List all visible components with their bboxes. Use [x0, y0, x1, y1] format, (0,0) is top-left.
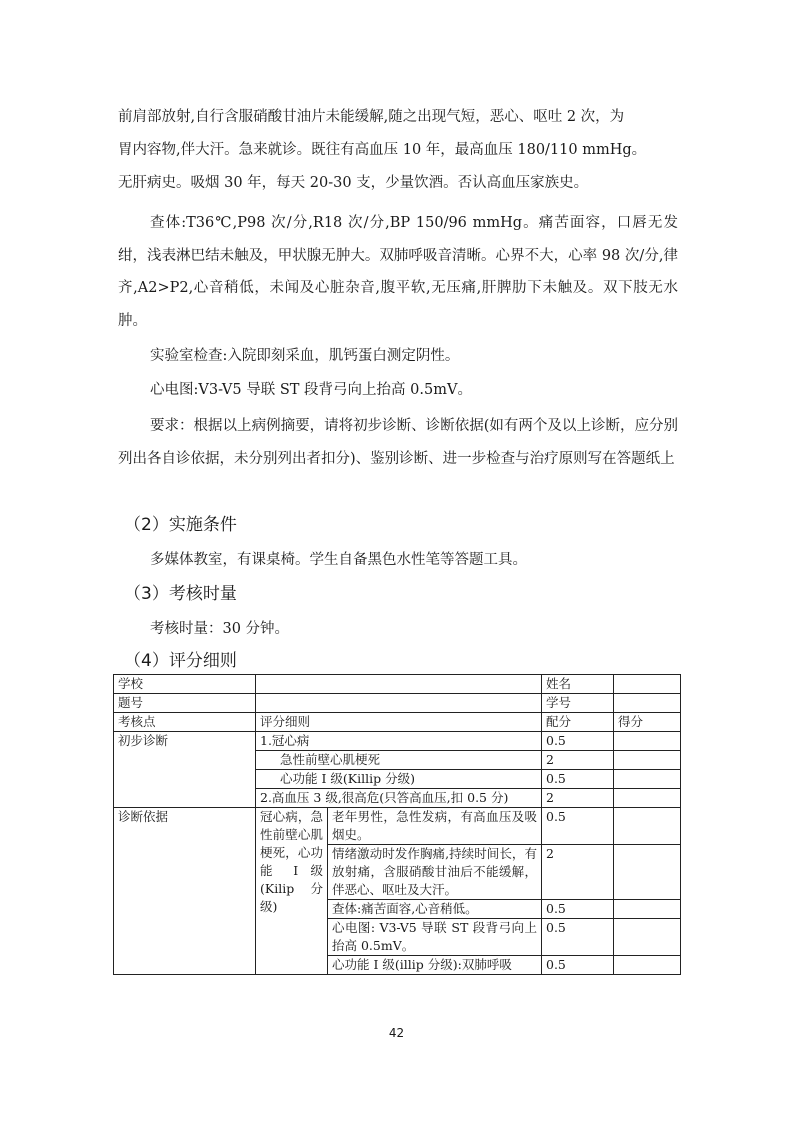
table-row	[114, 694, 681, 713]
name-label-cell: 姓名	[542, 675, 614, 694]
prelim-item-1: 1.冠心病	[256, 732, 542, 751]
table-row	[114, 808, 681, 845]
basis-score-5: 0.5	[542, 956, 614, 975]
student-no-label-cell: 学号	[542, 694, 614, 713]
requirement-paragraph: 要求：根据以上病例摘要，请将初步诊断、诊断依据(如有两个及以上诊断，应分别列出各自诊依据，未分别列出者扣分)、鉴别诊断、进一步检查与治疗原则写在答题纸上	[118, 418, 678, 467]
lab-exam-line: 实验室检查:入院即刻采血，肌钙蛋白测定阴性。	[150, 348, 460, 364]
case-text-line-1: 前肩部放射,自行含服硝酸甘油片未能缓解,随之出现气短，恶心、呕吐 2 次，为	[118, 109, 625, 125]
prelim-got-3	[614, 770, 681, 789]
prelim-item-4: 2.高血压 3 级,很高危(只答高血压,扣 0.5 分)	[256, 789, 542, 808]
school-value-cell	[256, 675, 542, 694]
basis-score-3: 0.5	[542, 900, 614, 919]
basis-got-4	[614, 919, 681, 956]
prelim-score-2: 2	[542, 751, 614, 770]
prelim-got-4	[614, 789, 681, 808]
section-2-text: 多媒体教室，有课桌椅。学生自备黑色水性笔等答题工具。	[150, 552, 527, 568]
student-no-value-cell	[614, 694, 681, 713]
basis-item-1: 老年男性，急性发病，有高血压及吸烟史。	[328, 808, 542, 845]
school-label-cell: 学校	[114, 675, 256, 694]
page-number: 42	[388, 1026, 405, 1040]
question-no-value-cell	[256, 694, 542, 713]
table-header-row	[114, 713, 681, 732]
basis-item-4: 心电图: V3-V5 导联 ST 段背弓向上抬高 0.5mV。	[328, 919, 542, 956]
prelim-got-1	[614, 732, 681, 751]
header-detail: 评分细则	[256, 713, 542, 732]
header-point: 考核点	[114, 713, 256, 732]
question-no-label-cell: 题号	[114, 694, 256, 713]
basis-got-1	[614, 808, 681, 845]
name-value-cell	[614, 675, 681, 694]
header-got: 得分	[614, 713, 681, 732]
table-row	[114, 732, 681, 751]
prelim-score-4: 2	[542, 789, 614, 808]
prelim-got-2	[614, 751, 681, 770]
basis-got-3	[614, 900, 681, 919]
physical-exam-paragraph: 查体:T36℃,P98 次/分,R18 次/分,BP 150/96 mmHg。痛苦面容，口唇无发绀，浅表淋巴结未触及，甲状腺无肿大。双肺呼吸音清晰。心界不大，心率 98 次/分,律齐,A2>P2,心音稍低，未闻及心脏杂音,腹平软,无压痛,肝脾肋下未触及。双下肢无水肿。	[118, 215, 678, 329]
header-score: 配分	[542, 713, 614, 732]
prelim-score-3: 0.5	[542, 770, 614, 789]
ecg-line: 心电图:V3-V5 导联 ST 段背弓向上抬高 0.5mV。	[150, 382, 472, 398]
prelim-score-1: 0.5	[542, 732, 614, 751]
case-text-line-2: 胃内容物,伴大汗。急来就诊。既往有高血压 10 年，最高血压 180/110 mmHg。	[118, 142, 647, 158]
basis-item-2: 情绪激动时发作胸痛,持续时间长，有放射痛，含服硝酸甘油后不能缓解，伴恶心、呕吐及大汗。	[328, 845, 542, 900]
prelim-item-2: 急性前壁心肌梗死	[256, 751, 542, 770]
section-3-text: 考核时量：30 分钟。	[150, 621, 290, 637]
basis-score-2: 2	[542, 845, 614, 900]
basis-score-4: 0.5	[542, 919, 614, 956]
case-text-line-3: 无肝病史。吸烟 30 年，每天 20-30 支，少量饮酒。否认高血压家族史。	[118, 175, 589, 191]
prelim-label-cell: 初步诊断	[114, 732, 256, 808]
section-4-heading: （4）评分细则	[124, 651, 237, 671]
basis-item-3: 查体:痛苦面容,心音稍低。	[328, 900, 542, 919]
basis-item-5: 心功能 I 级(illip 分级):双肺呼吸	[328, 956, 542, 975]
basis-got-5	[614, 956, 681, 975]
basis-score-1: 0.5	[542, 808, 614, 845]
scoring-table	[113, 674, 681, 975]
table-row	[114, 675, 681, 694]
basis-subject-cell: 冠心病，急性前壁心肌梗死，心功能 I 级(Kilip 分级)	[256, 808, 328, 975]
prelim-item-3: 心功能 I 级(Killip 分级)	[256, 770, 542, 789]
section-2-heading: （2）实施条件	[124, 515, 237, 535]
basis-label-cell: 诊断依据	[114, 808, 256, 975]
section-3-heading: （3）考核时量	[124, 584, 237, 604]
basis-got-2	[614, 845, 681, 900]
